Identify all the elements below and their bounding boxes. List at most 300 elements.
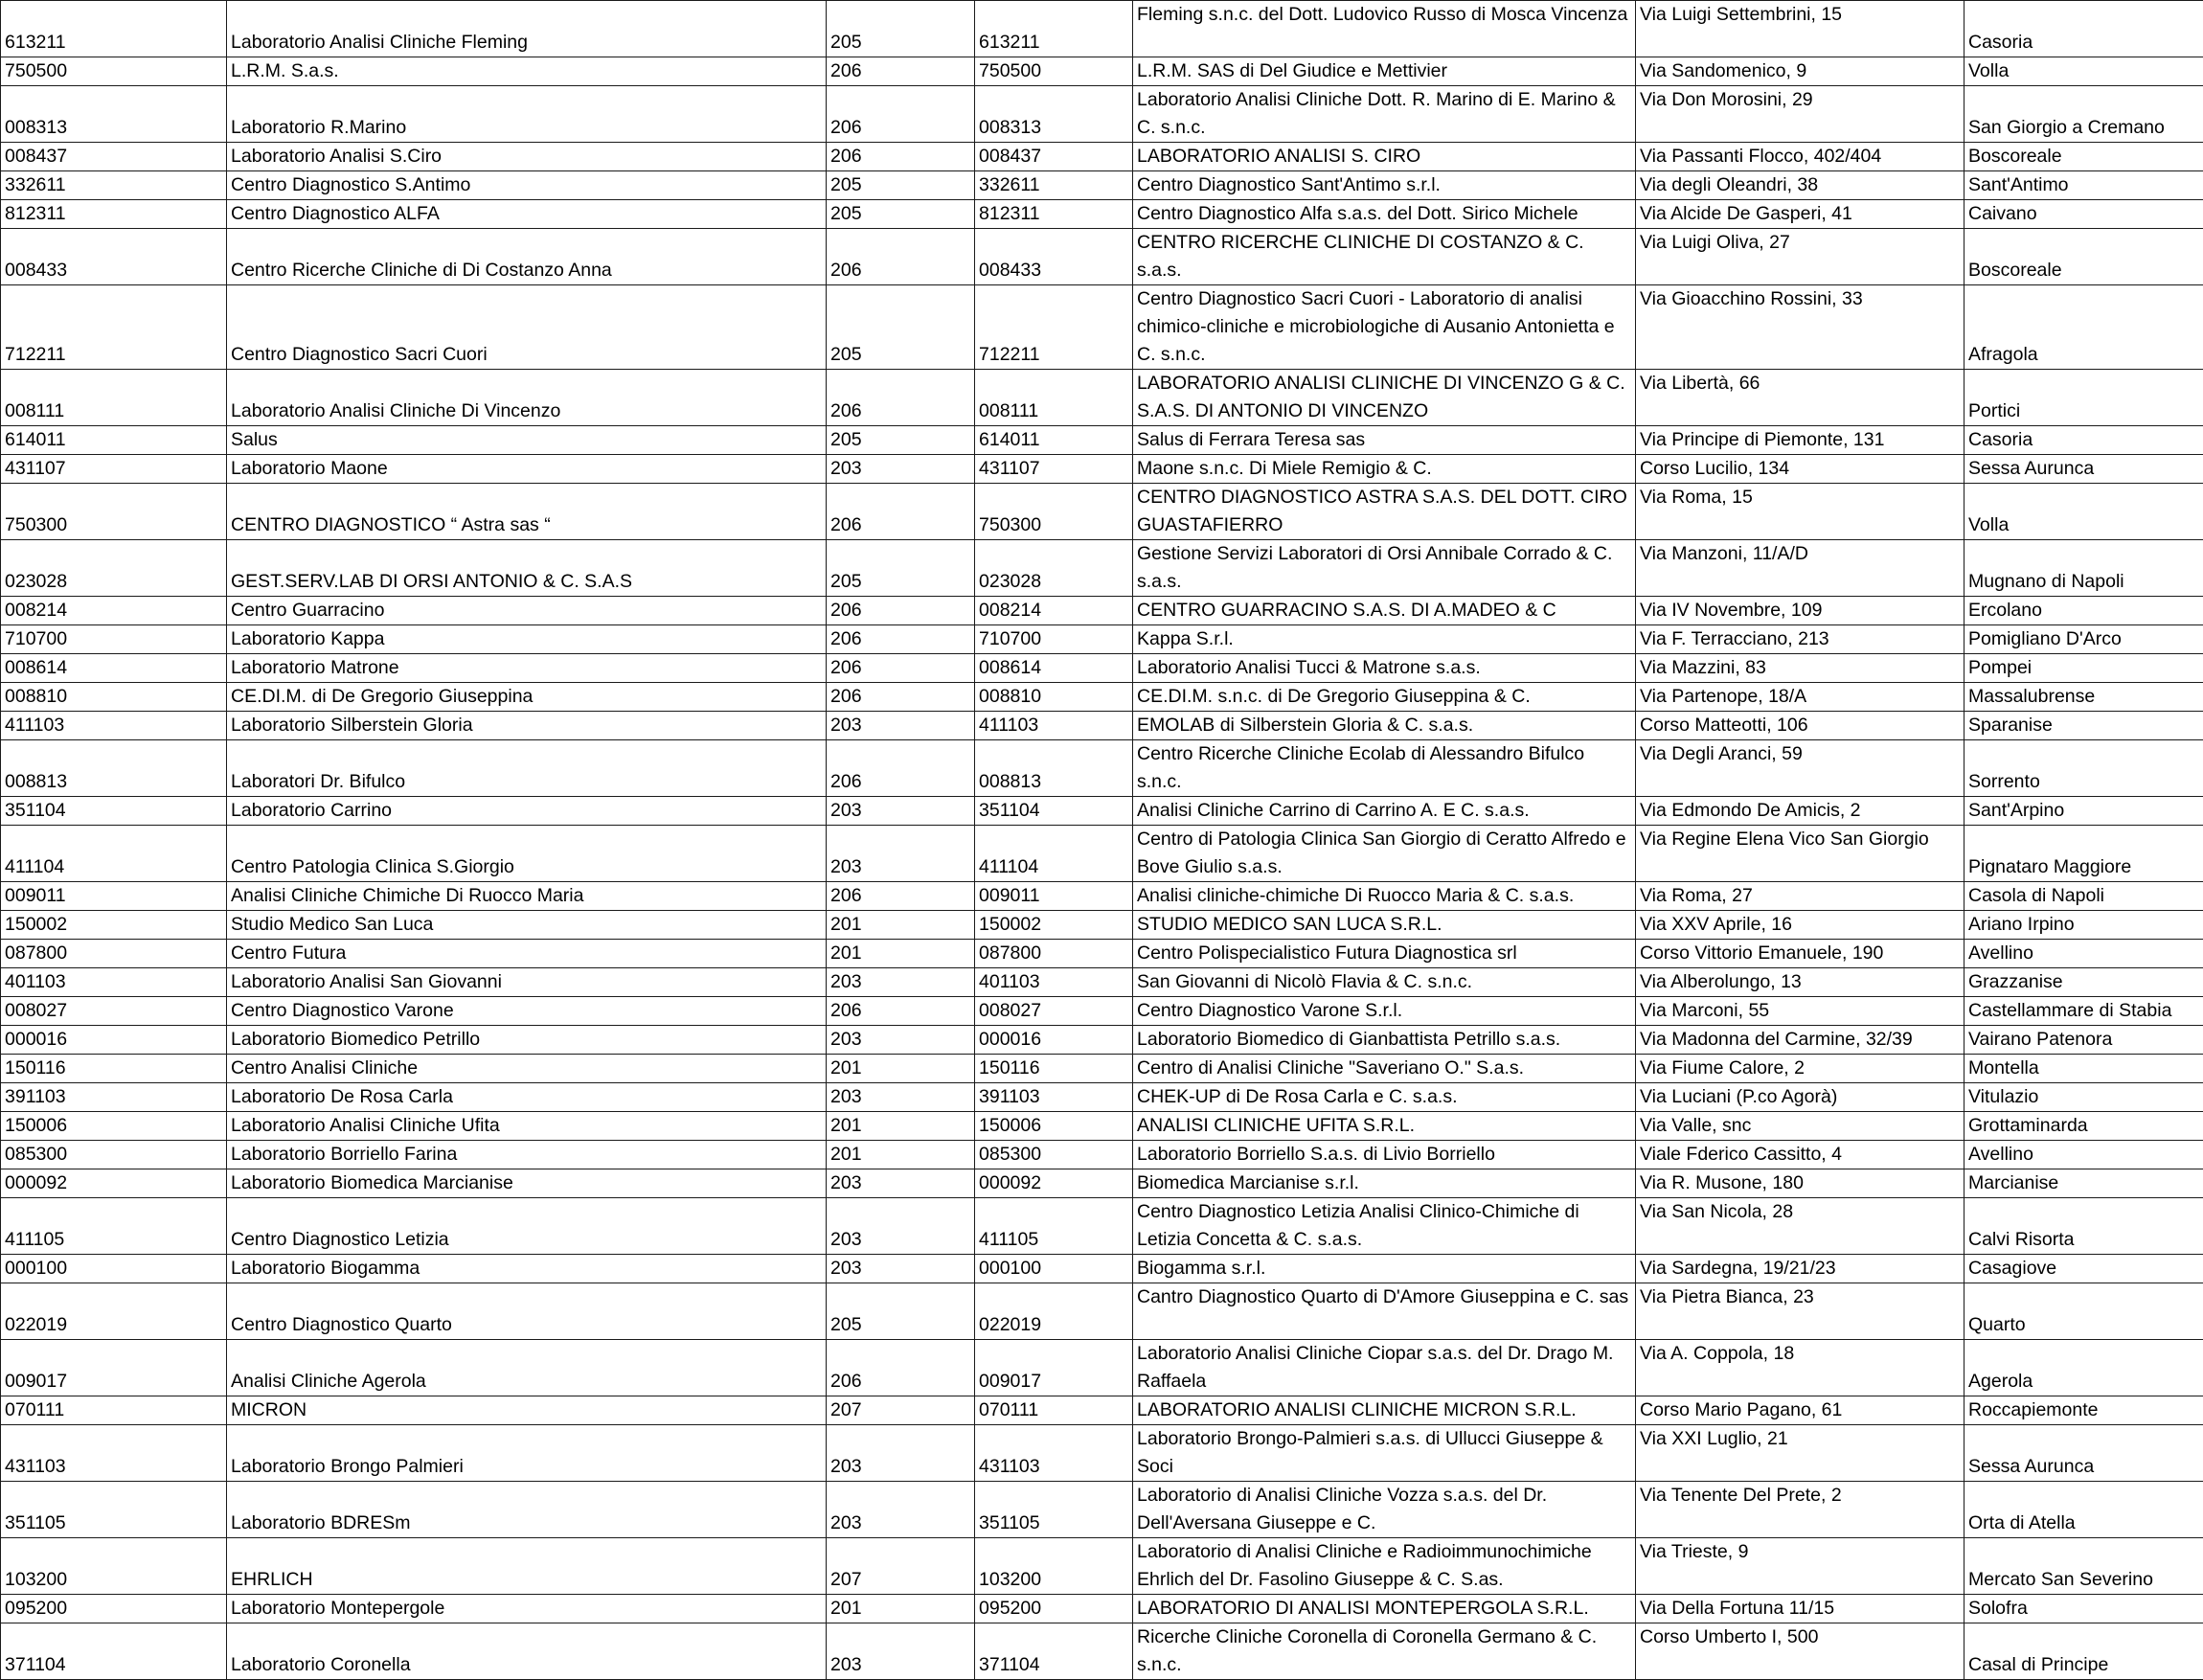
address-cell[interactable]: Via XXV Aprile, 16 — [1636, 911, 1965, 940]
district-cell[interactable]: 203 — [827, 1198, 975, 1255]
code-cell-2[interactable]: 023028 — [975, 540, 1133, 597]
address-cell[interactable]: Via Mazzini, 83 — [1636, 654, 1965, 683]
address-cell[interactable]: Via San Nicola, 28 — [1636, 1198, 1965, 1255]
city-cell[interactable]: Agerola — [1965, 1340, 2203, 1396]
code-cell-2[interactable]: 750300 — [975, 484, 1133, 540]
address-cell[interactable]: Via Fiume Calore, 2 — [1636, 1055, 1965, 1083]
company-cell[interactable]: Centro Diagnostico Alfa s.a.s. del Dott. Sirico Michele — [1133, 200, 1636, 229]
code-cell[interactable]: 008027 — [1, 997, 227, 1026]
address-cell[interactable]: Via Della Fortuna 11/15 — [1636, 1595, 1965, 1623]
code-cell-2[interactable]: 008027 — [975, 997, 1133, 1026]
address-cell[interactable]: Via R. Musone, 180 — [1636, 1169, 1965, 1198]
code-cell-2[interactable]: 150002 — [975, 911, 1133, 940]
city-cell[interactable]: Vitulazio — [1965, 1083, 2203, 1112]
city-cell[interactable]: Ariano Irpino — [1965, 911, 2203, 940]
company-cell[interactable]: Biogamma s.r.l. — [1133, 1255, 1636, 1283]
district-cell[interactable]: 206 — [827, 997, 975, 1026]
district-cell[interactable]: 203 — [827, 455, 975, 484]
code-cell-2[interactable]: 431103 — [975, 1425, 1133, 1482]
code-cell[interactable]: 008813 — [1, 740, 227, 797]
code-cell[interactable]: 009011 — [1, 882, 227, 911]
name-cell[interactable]: Laboratorio Matrone — [227, 654, 827, 683]
city-cell[interactable]: Casoria — [1965, 1, 2203, 57]
company-cell[interactable]: Centro Ricerche Cliniche Ecolab di Alessandro Bifulco s.n.c. — [1133, 740, 1636, 797]
code-cell[interactable]: 008433 — [1, 229, 227, 285]
code-cell-2[interactable]: 008810 — [975, 683, 1133, 712]
address-cell[interactable]: Via Trieste, 9 — [1636, 1538, 1965, 1595]
company-cell[interactable]: Centro Diagnostico Sacri Cuori - Laboratorio di analisi chimico-cliniche e microbiologiche di Ausanio Antonietta e C. s.n.c. — [1133, 285, 1636, 370]
code-cell[interactable]: 712211 — [1, 285, 227, 370]
name-cell[interactable]: Centro Analisi Cliniche — [227, 1055, 827, 1083]
code-cell-2[interactable]: 070111 — [975, 1396, 1133, 1425]
code-cell[interactable]: 411103 — [1, 712, 227, 740]
code-cell[interactable]: 332611 — [1, 171, 227, 200]
district-cell[interactable]: 206 — [827, 57, 975, 86]
name-cell[interactable]: Centro Diagnostico Quarto — [227, 1283, 827, 1340]
city-cell[interactable]: Ercolano — [1965, 597, 2203, 625]
address-cell[interactable]: Viale Fderico Cassitto, 4 — [1636, 1141, 1965, 1169]
company-cell[interactable]: ANALISI CLINICHE UFITA S.R.L. — [1133, 1112, 1636, 1141]
address-cell[interactable]: Via Roma, 27 — [1636, 882, 1965, 911]
company-cell[interactable]: LABORATORIO ANALISI CLINICHE DI VINCENZO G & C. S.A.S. DI ANTONIO DI VINCENZO — [1133, 370, 1636, 426]
code-cell-2[interactable]: 712211 — [975, 285, 1133, 370]
code-cell[interactable]: 023028 — [1, 540, 227, 597]
district-cell[interactable]: 206 — [827, 229, 975, 285]
city-cell[interactable]: Grazzanise — [1965, 968, 2203, 997]
name-cell[interactable]: Laboratorio Analisi S.Ciro — [227, 143, 827, 171]
district-cell[interactable]: 203 — [827, 826, 975, 882]
city-cell[interactable]: Casagiove — [1965, 1255, 2203, 1283]
code-cell[interactable]: 000100 — [1, 1255, 227, 1283]
code-cell[interactable]: 008313 — [1, 86, 227, 143]
address-cell[interactable]: Via Roma, 15 — [1636, 484, 1965, 540]
name-cell[interactable]: Laboratorio Silberstein Gloria — [227, 712, 827, 740]
company-cell[interactable]: LABORATORIO DI ANALISI MONTEPERGOLA S.R.L. — [1133, 1595, 1636, 1623]
name-cell[interactable]: Laboratorio R.Marino — [227, 86, 827, 143]
address-cell[interactable]: Via Degli Aranci, 59 — [1636, 740, 1965, 797]
address-cell[interactable]: Corso Matteotti, 106 — [1636, 712, 1965, 740]
district-cell[interactable]: 206 — [827, 740, 975, 797]
address-cell[interactable]: Via Marconi, 55 — [1636, 997, 1965, 1026]
company-cell[interactable]: Analisi Cliniche Carrino di Carrino A. E C. s.a.s. — [1133, 797, 1636, 826]
code-cell[interactable]: 614011 — [1, 426, 227, 455]
code-cell[interactable]: 022019 — [1, 1283, 227, 1340]
name-cell[interactable]: Studio Medico San Luca — [227, 911, 827, 940]
address-cell[interactable]: Via degli Oleandri, 38 — [1636, 171, 1965, 200]
company-cell[interactable]: CENTRO DIAGNOSTICO ASTRA S.A.S. DEL DOTT. CIRO GUASTAFIERRO — [1133, 484, 1636, 540]
address-cell[interactable]: Via Manzoni, 11/A/D — [1636, 540, 1965, 597]
code-cell-2[interactable]: 000100 — [975, 1255, 1133, 1283]
company-cell[interactable]: EMOLAB di Silberstein Gloria & C. s.a.s. — [1133, 712, 1636, 740]
code-cell[interactable]: 009017 — [1, 1340, 227, 1396]
company-cell[interactable]: LABORATORIO ANALISI S. CIRO — [1133, 143, 1636, 171]
code-cell[interactable]: 070111 — [1, 1396, 227, 1425]
district-cell[interactable]: 205 — [827, 171, 975, 200]
city-cell[interactable]: Massalubrense — [1965, 683, 2203, 712]
name-cell[interactable]: Laboratori Dr. Bifulco — [227, 740, 827, 797]
city-cell[interactable]: Sorrento — [1965, 740, 2203, 797]
district-cell[interactable]: 206 — [827, 683, 975, 712]
address-cell[interactable]: Via Valle, snc — [1636, 1112, 1965, 1141]
name-cell[interactable]: Laboratorio Analisi Cliniche Di Vincenzo — [227, 370, 827, 426]
address-cell[interactable]: Via IV Novembre, 109 — [1636, 597, 1965, 625]
code-cell-2[interactable]: 351105 — [975, 1482, 1133, 1538]
name-cell[interactable]: Laboratorio Biogamma — [227, 1255, 827, 1283]
code-cell[interactable]: 812311 — [1, 200, 227, 229]
name-cell[interactable]: Analisi Cliniche Agerola — [227, 1340, 827, 1396]
address-cell[interactable]: Via Regine Elena Vico San Giorgio — [1636, 826, 1965, 882]
address-cell[interactable]: Via XXI Luglio, 21 — [1636, 1425, 1965, 1482]
city-cell[interactable]: Casola di Napoli — [1965, 882, 2203, 911]
code-cell[interactable]: 008614 — [1, 654, 227, 683]
district-cell[interactable]: 207 — [827, 1396, 975, 1425]
address-cell[interactable]: Via F. Terracciano, 213 — [1636, 625, 1965, 654]
city-cell[interactable]: Sant'Antimo — [1965, 171, 2203, 200]
name-cell[interactable]: CE.DI.M. di De Gregorio Giuseppina — [227, 683, 827, 712]
table-row — [1, 1169, 2203, 1198]
city-cell[interactable]: Boscoreale — [1965, 143, 2203, 171]
district-cell[interactable]: 206 — [827, 143, 975, 171]
address-cell[interactable]: Via Gioacchino Rossini, 33 — [1636, 285, 1965, 370]
code-cell[interactable]: 401103 — [1, 968, 227, 997]
district-cell[interactable]: 201 — [827, 1112, 975, 1141]
code-cell-2[interactable]: 411104 — [975, 826, 1133, 882]
district-cell[interactable]: 206 — [827, 370, 975, 426]
company-cell[interactable]: CENTRO RICERCHE CLINICHE DI COSTANZO & C. s.a.s. — [1133, 229, 1636, 285]
code-cell[interactable]: 085300 — [1, 1141, 227, 1169]
district-cell[interactable]: 205 — [827, 1, 975, 57]
table-row — [1, 1141, 2203, 1169]
district-cell[interactable]: 206 — [827, 86, 975, 143]
name-cell[interactable]: Centro Diagnostico Varone — [227, 997, 827, 1026]
address-cell[interactable]: Via Luigi Settembrini, 15 — [1636, 1, 1965, 57]
city-cell[interactable]: Volla — [1965, 57, 2203, 86]
district-cell[interactable]: 203 — [827, 968, 975, 997]
table-row — [1, 540, 2203, 597]
city-cell[interactable]: Castellammare di Stabia — [1965, 997, 2203, 1026]
address-cell[interactable]: Via Libertà, 66 — [1636, 370, 1965, 426]
city-cell[interactable]: Caivano — [1965, 200, 2203, 229]
address-cell[interactable]: Via Luigi Oliva, 27 — [1636, 229, 1965, 285]
code-cell[interactable]: 391103 — [1, 1083, 227, 1112]
name-cell[interactable]: EHRLICH — [227, 1538, 827, 1595]
code-cell-2[interactable]: 103200 — [975, 1538, 1133, 1595]
address-cell[interactable]: Corso Mario Pagano, 61 — [1636, 1396, 1965, 1425]
code-cell[interactable]: 095200 — [1, 1595, 227, 1623]
code-cell[interactable]: 750300 — [1, 484, 227, 540]
name-cell[interactable]: Centro Guarracino — [227, 597, 827, 625]
code-cell-2[interactable]: 710700 — [975, 625, 1133, 654]
code-cell[interactable]: 150116 — [1, 1055, 227, 1083]
address-cell[interactable]: Via Principe di Piemonte, 131 — [1636, 426, 1965, 455]
company-cell[interactable]: Centro Diagnostico Sant'Antimo s.r.l. — [1133, 171, 1636, 200]
code-cell[interactable]: 150006 — [1, 1112, 227, 1141]
company-cell[interactable]: Laboratorio di Analisi Cliniche Vozza s.a.s. del Dr. Dell'Aversana Giuseppe e C. — [1133, 1482, 1636, 1538]
city-cell[interactable]: Mugnano di Napoli — [1965, 540, 2203, 597]
name-cell[interactable]: L.R.M. S.a.s. — [227, 57, 827, 86]
name-cell[interactable]: Centro Patologia Clinica S.Giorgio — [227, 826, 827, 882]
code-cell[interactable]: 411105 — [1, 1198, 227, 1255]
district-cell[interactable]: 207 — [827, 1538, 975, 1595]
name-cell[interactable]: Laboratorio Borriello Farina — [227, 1141, 827, 1169]
name-cell[interactable]: Laboratorio Maone — [227, 455, 827, 484]
name-cell[interactable]: Laboratorio Montepergole — [227, 1595, 827, 1623]
city-cell[interactable]: Boscoreale — [1965, 229, 2203, 285]
company-cell[interactable]: Laboratorio di Analisi Cliniche e Radioimmunochimiche Ehrlich del Dr. Fasolino Giuseppe & C. S.as. — [1133, 1538, 1636, 1595]
code-cell-2[interactable]: 009017 — [975, 1340, 1133, 1396]
name-cell[interactable]: GEST.SERV.LAB DI ORSI ANTONIO & C. S.A.S — [227, 540, 827, 597]
code-cell-2[interactable]: 812311 — [975, 200, 1133, 229]
code-cell[interactable]: 371104 — [1, 1623, 227, 1680]
company-cell[interactable]: Analisi cliniche-chimiche Di Ruocco Maria & C. s.a.s. — [1133, 882, 1636, 911]
company-cell[interactable]: Laboratorio Analisi Cliniche Dott. R. Marino di E. Marino & C. s.n.c. — [1133, 86, 1636, 143]
name-cell[interactable]: Laboratorio Coronella — [227, 1623, 827, 1680]
company-cell[interactable]: Kappa S.r.l. — [1133, 625, 1636, 654]
address-cell[interactable]: Via Edmondo De Amicis, 2 — [1636, 797, 1965, 826]
name-cell[interactable]: CENTRO DIAGNOSTICO “ Astra sas “ — [227, 484, 827, 540]
address-cell[interactable]: Via Madonna del Carmine, 32/39 — [1636, 1026, 1965, 1055]
company-cell[interactable]: Centro Diagnostico Varone S.r.l. — [1133, 997, 1636, 1026]
code-cell-2[interactable]: 008437 — [975, 143, 1133, 171]
name-cell[interactable]: Laboratorio Biomedica Marcianise — [227, 1169, 827, 1198]
name-cell[interactable]: Centro Diagnostico S.Antimo — [227, 171, 827, 200]
table-row — [1, 911, 2203, 940]
code-cell-2[interactable]: 009011 — [975, 882, 1133, 911]
district-cell[interactable]: 203 — [827, 1083, 975, 1112]
code-cell-2[interactable]: 000016 — [975, 1026, 1133, 1055]
name-cell[interactable]: Centro Ricerche Cliniche di Di Costanzo Anna — [227, 229, 827, 285]
name-cell[interactable]: Laboratorio Carrino — [227, 797, 827, 826]
code-cell[interactable]: 008111 — [1, 370, 227, 426]
city-cell[interactable]: Sessa Aurunca — [1965, 455, 2203, 484]
district-cell[interactable]: 201 — [827, 1055, 975, 1083]
district-cell[interactable]: 206 — [827, 654, 975, 683]
company-cell[interactable]: Centro di Analisi Cliniche "Saveriano O." S.a.s. — [1133, 1055, 1636, 1083]
company-cell[interactable]: L.R.M. SAS di Del Giudice e Mettivier — [1133, 57, 1636, 86]
address-cell[interactable]: Via Alcide De Gasperi, 41 — [1636, 200, 1965, 229]
company-cell[interactable]: Laboratorio Analisi Tucci & Matrone s.a.s. — [1133, 654, 1636, 683]
code-cell-2[interactable]: 614011 — [975, 426, 1133, 455]
company-cell[interactable]: STUDIO MEDICO SAN LUCA S.R.L. — [1133, 911, 1636, 940]
code-cell[interactable]: 000092 — [1, 1169, 227, 1198]
code-cell-2[interactable]: 008214 — [975, 597, 1133, 625]
company-cell[interactable]: Laboratorio Analisi Cliniche Ciopar s.a.s. del Dr. Drago M. Raffaela — [1133, 1340, 1636, 1396]
address-cell[interactable]: Corso Umberto I, 500 — [1636, 1623, 1965, 1680]
district-cell[interactable]: 205 — [827, 426, 975, 455]
address-cell[interactable]: Corso Vittorio Emanuele, 190 — [1636, 940, 1965, 968]
district-cell[interactable]: 205 — [827, 1283, 975, 1340]
company-cell[interactable]: Cantro Diagnostico Quarto di D'Amore Giuseppina e C. sas — [1133, 1283, 1636, 1340]
company-cell[interactable]: Salus di Ferrara Teresa sas — [1133, 426, 1636, 455]
company-cell[interactable]: Centro Polispecialistico Futura Diagnostica srl — [1133, 940, 1636, 968]
name-cell[interactable]: Centro Diagnostico ALFA — [227, 200, 827, 229]
code-cell[interactable]: 431107 — [1, 455, 227, 484]
code-cell-2[interactable]: 411105 — [975, 1198, 1133, 1255]
address-cell[interactable]: Via Tenente Del Prete, 2 — [1636, 1482, 1965, 1538]
code-cell-2[interactable]: 000092 — [975, 1169, 1133, 1198]
code-cell-2[interactable]: 022019 — [975, 1283, 1133, 1340]
code-cell[interactable]: 351105 — [1, 1482, 227, 1538]
district-cell[interactable]: 203 — [827, 1169, 975, 1198]
code-cell-2[interactable]: 008433 — [975, 229, 1133, 285]
city-cell[interactable]: Quarto — [1965, 1283, 2203, 1340]
district-cell[interactable]: 203 — [827, 1255, 975, 1283]
code-cell-2[interactable]: 008111 — [975, 370, 1133, 426]
code-cell[interactable]: 411104 — [1, 826, 227, 882]
city-cell[interactable]: Vairano Patenora — [1965, 1026, 2203, 1055]
code-cell[interactable]: 710700 — [1, 625, 227, 654]
company-cell[interactable]: LABORATORIO ANALISI CLINICHE MICRON S.R.L. — [1133, 1396, 1636, 1425]
company-cell[interactable]: Gestione Servizi Laboratori di Orsi Annibale Corrado & C. s.a.s. — [1133, 540, 1636, 597]
code-cell-2[interactable]: 431107 — [975, 455, 1133, 484]
address-cell[interactable]: Via Pietra Bianca, 23 — [1636, 1283, 1965, 1340]
address-cell[interactable]: Via Don Morosini, 29 — [1636, 86, 1965, 143]
code-cell[interactable]: 750500 — [1, 57, 227, 86]
city-cell[interactable]: Volla — [1965, 484, 2203, 540]
district-cell[interactable]: 201 — [827, 1141, 975, 1169]
code-cell-2[interactable]: 332611 — [975, 171, 1133, 200]
company-cell[interactable]: Ricerche Cliniche Coronella di Coronella Germano & C. s.n.c. — [1133, 1623, 1636, 1680]
city-cell[interactable]: Pomigliano D'Arco — [1965, 625, 2203, 654]
code-cell-2[interactable]: 391103 — [975, 1083, 1133, 1112]
code-cell[interactable]: 000016 — [1, 1026, 227, 1055]
code-cell[interactable]: 008810 — [1, 683, 227, 712]
district-cell[interactable]: 201 — [827, 1595, 975, 1623]
district-cell[interactable]: 205 — [827, 540, 975, 597]
district-cell[interactable]: 205 — [827, 285, 975, 370]
code-cell[interactable]: 087800 — [1, 940, 227, 968]
city-cell[interactable]: San Giorgio a Cremano — [1965, 86, 2203, 143]
company-cell[interactable]: Fleming s.n.c. del Dott. Ludovico Russo di Mosca Vincenza — [1133, 1, 1636, 57]
code-cell-2[interactable]: 150006 — [975, 1112, 1133, 1141]
code-cell-2[interactable]: 008313 — [975, 86, 1133, 143]
address-cell[interactable]: Via Sandomenico, 9 — [1636, 57, 1965, 86]
company-cell[interactable]: CENTRO GUARRACINO S.A.S. DI A.MADEO & C — [1133, 597, 1636, 625]
city-cell[interactable]: Montella — [1965, 1055, 2203, 1083]
district-cell[interactable]: 206 — [827, 597, 975, 625]
company-cell[interactable]: CE.DI.M. s.n.c. di De Gregorio Giuseppina & C. — [1133, 683, 1636, 712]
name-cell[interactable]: Centro Diagnostico Letizia — [227, 1198, 827, 1255]
table-row — [1, 1340, 2203, 1396]
code-cell[interactable]: 008214 — [1, 597, 227, 625]
district-cell[interactable]: 203 — [827, 1026, 975, 1055]
code-cell[interactable]: 008437 — [1, 143, 227, 171]
district-cell[interactable]: 206 — [827, 625, 975, 654]
city-cell[interactable]: Portici — [1965, 370, 2203, 426]
name-cell[interactable]: Laboratorio Analisi San Giovanni — [227, 968, 827, 997]
name-cell[interactable]: MICRON — [227, 1396, 827, 1425]
name-cell[interactable]: Laboratorio Analisi Cliniche Ufita — [227, 1112, 827, 1141]
company-cell[interactable]: Biomedica Marcianise s.r.l. — [1133, 1169, 1636, 1198]
name-cell[interactable]: Laboratorio Brongo Palmieri — [227, 1425, 827, 1482]
city-cell[interactable]: Solofra — [1965, 1595, 2203, 1623]
district-cell[interactable]: 201 — [827, 940, 975, 968]
company-cell[interactable]: San Giovanni di Nicolò Flavia & C. s.n.c. — [1133, 968, 1636, 997]
city-cell[interactable]: Mercato San Severino — [1965, 1538, 2203, 1595]
city-cell[interactable]: Sant'Arpino — [1965, 797, 2203, 826]
code-cell-2[interactable]: 087800 — [975, 940, 1133, 968]
company-cell[interactable]: Maone s.n.c. Di Miele Remigio & C. — [1133, 455, 1636, 484]
name-cell[interactable]: Laboratorio Analisi Cliniche Fleming — [227, 1, 827, 57]
address-cell[interactable]: Via Sardegna, 19/21/23 — [1636, 1255, 1965, 1283]
district-cell[interactable]: 201 — [827, 911, 975, 940]
city-cell[interactable]: Sessa Aurunca — [1965, 1425, 2203, 1482]
city-cell[interactable]: Calvi Risorta — [1965, 1198, 2203, 1255]
code-cell-2[interactable]: 095200 — [975, 1595, 1133, 1623]
name-cell[interactable]: Laboratorio BDRESm — [227, 1482, 827, 1538]
code-cell-2[interactable]: 411103 — [975, 712, 1133, 740]
district-cell[interactable]: 203 — [827, 1623, 975, 1680]
code-cell[interactable]: 150002 — [1, 911, 227, 940]
name-cell[interactable]: Laboratorio Kappa — [227, 625, 827, 654]
city-cell[interactable]: Casal di Principe — [1965, 1623, 2203, 1680]
code-cell-2[interactable]: 008614 — [975, 654, 1133, 683]
code-cell-2[interactable]: 150116 — [975, 1055, 1133, 1083]
name-cell[interactable]: Laboratorio Biomedico Petrillo — [227, 1026, 827, 1055]
company-cell[interactable]: CHEK-UP di De Rosa Carla e C. s.a.s. — [1133, 1083, 1636, 1112]
code-cell[interactable]: 613211 — [1, 1, 227, 57]
code-cell-2[interactable]: 750500 — [975, 57, 1133, 86]
company-cell[interactable]: Centro Diagnostico Letizia Analisi Clinico-Chimiche di Letizia Concetta & C. s.a.s. — [1133, 1198, 1636, 1255]
name-cell[interactable]: Laboratorio De Rosa Carla — [227, 1083, 827, 1112]
code-cell-2[interactable]: 008813 — [975, 740, 1133, 797]
city-cell[interactable]: Casoria — [1965, 426, 2203, 455]
address-cell[interactable]: Via Passanti Flocco, 402/404 — [1636, 143, 1965, 171]
company-cell[interactable]: Centro di Patologia Clinica San Giorgio di Ceratto Alfredo e Bove Giulio s.a.s. — [1133, 826, 1636, 882]
company-cell[interactable]: Laboratorio Biomedico di Gianbattista Petrillo s.a.s. — [1133, 1026, 1636, 1055]
code-cell[interactable]: 431103 — [1, 1425, 227, 1482]
name-cell[interactable]: Centro Futura — [227, 940, 827, 968]
city-cell[interactable]: Avellino — [1965, 1141, 2203, 1169]
city-cell[interactable]: Grottaminarda — [1965, 1112, 2203, 1141]
address-cell[interactable]: Via Luciani (P.co Agorà) — [1636, 1083, 1965, 1112]
district-cell[interactable]: 203 — [827, 1482, 975, 1538]
code-cell-2[interactable]: 371104 — [975, 1623, 1133, 1680]
city-cell[interactable]: Marcianise — [1965, 1169, 2203, 1198]
name-cell[interactable]: Analisi Cliniche Chimiche Di Ruocco Maria — [227, 882, 827, 911]
district-cell[interactable]: 206 — [827, 1340, 975, 1396]
district-cell[interactable]: 203 — [827, 1425, 975, 1482]
city-cell[interactable]: Orta di Atella — [1965, 1482, 2203, 1538]
city-cell[interactable]: Pignataro Maggiore — [1965, 826, 2203, 882]
company-cell[interactable]: Laboratorio Borriello S.a.s. di Livio Borriello — [1133, 1141, 1636, 1169]
table-body — [1, 1, 2203, 1680]
address-cell[interactable]: Via A. Coppola, 18 — [1636, 1340, 1965, 1396]
name-cell[interactable]: Centro Diagnostico Sacri Cuori — [227, 285, 827, 370]
district-cell[interactable]: 205 — [827, 200, 975, 229]
code-cell-2[interactable]: 613211 — [975, 1, 1133, 57]
city-cell[interactable]: Sparanise — [1965, 712, 2203, 740]
company-cell[interactable]: Laboratorio Brongo-Palmieri s.a.s. di Ullucci Giuseppe & Soci — [1133, 1425, 1636, 1482]
district-cell[interactable]: 203 — [827, 712, 975, 740]
code-cell-2[interactable]: 085300 — [975, 1141, 1133, 1169]
district-cell[interactable]: 206 — [827, 484, 975, 540]
address-cell[interactable]: Via Partenope, 18/A — [1636, 683, 1965, 712]
name-cell[interactable]: Salus — [227, 426, 827, 455]
city-cell[interactable]: Pompei — [1965, 654, 2203, 683]
code-cell-2[interactable]: 401103 — [975, 968, 1133, 997]
city-cell[interactable]: Roccapiemonte — [1965, 1396, 2203, 1425]
district-cell[interactable]: 206 — [827, 882, 975, 911]
code-cell-2[interactable]: 351104 — [975, 797, 1133, 826]
address-cell[interactable]: Via Alberolungo, 13 — [1636, 968, 1965, 997]
district-cell[interactable]: 203 — [827, 797, 975, 826]
city-cell[interactable]: Afragola — [1965, 285, 2203, 370]
code-cell[interactable]: 103200 — [1, 1538, 227, 1595]
address-cell[interactable]: Corso Lucilio, 134 — [1636, 455, 1965, 484]
code-cell[interactable]: 351104 — [1, 797, 227, 826]
city-cell[interactable]: Avellino — [1965, 940, 2203, 968]
